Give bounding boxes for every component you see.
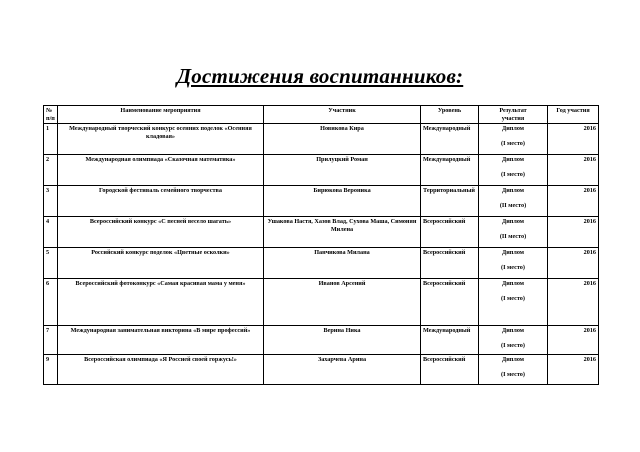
achievements-table <box>43 105 599 385</box>
header-event: Наименование мероприятия <box>58 106 264 124</box>
page-title: Достижения воспитанников: <box>176 64 464 88</box>
table-header-row <box>44 106 599 124</box>
header-year: Год участия <box>548 106 599 124</box>
table-row: 6 Всероссийский фотоконкурс «Самая красивая мама у меня» Иванов Арсений Всероссийский Диплом (I место) 2016 <box>44 279 599 326</box>
table-row: 7 Международная занимательная викторина «В мире профессий» Верина Ника Международный Диплом (I место) 2016 <box>44 326 599 355</box>
header-level: Уровень <box>421 106 479 124</box>
header-num: № п/п <box>44 106 58 124</box>
table-row: 9 Всероссийская олимпиада «Я Россией своей горжусь!» Захарчева Арина Всероссийский Диплом (I место) 2016 <box>44 355 599 385</box>
header-result: Результат участия <box>479 106 548 124</box>
table-row: 4 Всероссийский конкурс «С песней весело шагать» Ушакова Настя, Хазов Влад, Сухова Маша, Симонян Милена Всероссийский Диплом (II место) 2016 <box>44 217 599 248</box>
header-participant: Участник <box>264 106 421 124</box>
table-row: 1 Международный творческий конкурс осенних поделок «Осенняя кладовая» Новикова Кира Международный Диплом (I место) 2016 <box>44 124 599 155</box>
table-row: 5 Российский конкурс поделок «Цветные осколки» Панчикова Милана Всероссийский Диплом (I место) 2016 <box>44 248 599 279</box>
table-row: 2 Международная олимпиада «Сказочная математика» Прилуцкий Роман Международный Диплом (I место) 2016 <box>44 155 599 186</box>
table-row: 3 Городской фестиваль семейного творчества Бирюкова Вероника Территориальный Диплом (II место) 2016 <box>44 186 599 217</box>
